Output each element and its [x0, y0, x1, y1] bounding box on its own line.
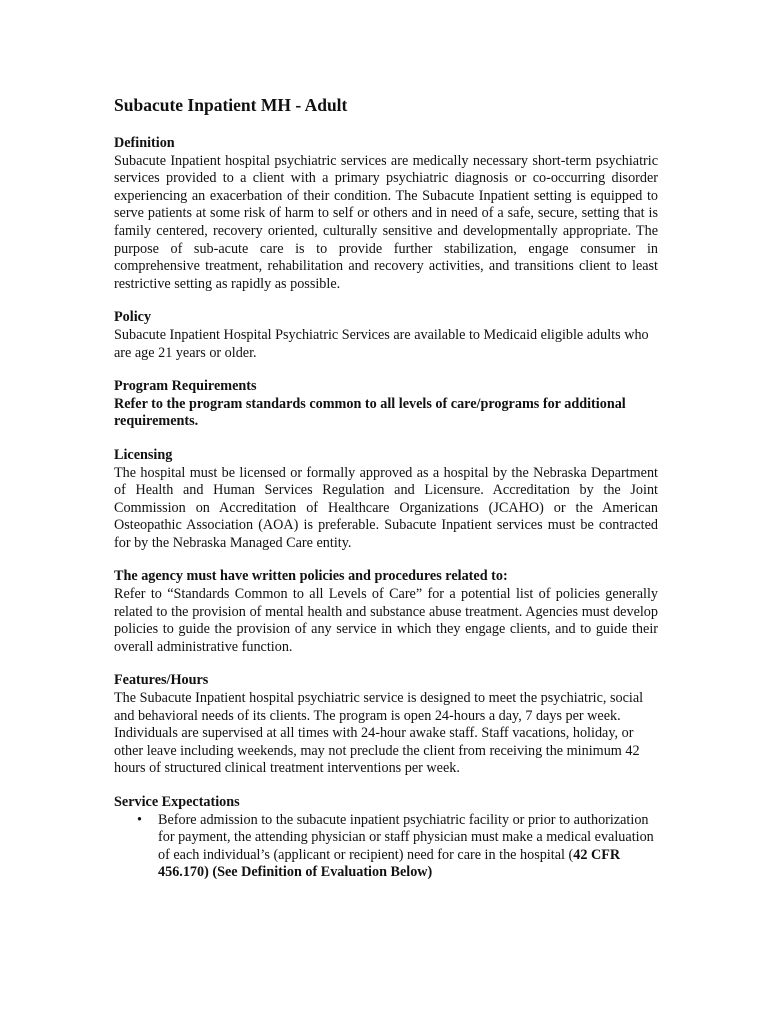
licensing-heading: Licensing	[114, 446, 173, 463]
document-title: Subacute Inpatient MH - Adult	[114, 95, 348, 115]
program-requirements-section	[114, 378, 658, 431]
agency-policies-heading: The agency must have written policies and procedures related to:	[114, 568, 508, 585]
bullet-icon: •	[137, 811, 142, 828]
program-requirements-text: Refer to the program standards common to all levels of care/programs for additional requirements.	[114, 395, 626, 430]
service-expectations-list	[114, 812, 658, 882]
list-item-text: Before admission to the subacute inpatient psychiatric facility or prior to authorization for payment, the attending physician or staff physician must make a medical evaluation of each individual’s (applicant or recipient) need for care in the hospital (	[158, 811, 654, 863]
definition-section	[114, 135, 658, 293]
policy-text: Subacute Inpatient Hospital Psychiatric Services are available to Medicaid eligible adults who are age 21 years or older.	[114, 326, 649, 361]
features-hours-text: The Subacute Inpatient hospital psychiatric service is designed to meet the psychiatric, social and behavioral needs of its clients. The program is open 24-hours a day, 7 days per week. Individuals are supervised at all times with 24-hour awake staff. Staff vacations, holiday, or other leave including weekends, may not preclude the client from receiving the minimum 42 hours of structured clinical treatment interventions per week.	[114, 690, 644, 777]
licensing-text: The hospital must be licensed or formally approved as a hospital by the Nebraska Department of Health and Human Services Regulation and Licensure. Accreditation by the Joint Commission on Accreditation of Healthcare Organizations (JCAHO) or the American Osteopathic Association (AOA) is preferable. Subacute Inpatient services must be contracted for by the Nebraska Managed Care entity.	[114, 464, 658, 551]
list-item-citation: 42 CFR 456.170) (See Definition of Evaluation Below)	[158, 846, 621, 881]
licensing-section	[114, 447, 658, 553]
list-item	[114, 812, 658, 882]
service-expectations-section	[114, 794, 658, 882]
definition-heading: Definition	[114, 135, 175, 151]
service-expectations-heading: Service Expectations	[114, 794, 240, 810]
program-requirements-heading: Program Requirements	[114, 378, 257, 395]
document-page	[114, 94, 658, 898]
features-hours-heading: Features/Hours	[114, 672, 209, 689]
agency-policies-text: Refer to “Standards Common to all Levels of Care” for a potential list of policies generally related to the provision of mental health and substance abuse treatment. Agencies must develop policies to guide the provision of any service in which they engage clients, and to guide their overall administrative function.	[114, 586, 658, 655]
agency-policies-section	[114, 568, 658, 656]
policy-heading: Policy	[114, 309, 152, 326]
definition-text: Subacute Inpatient hospital psychiatric services are medically necessary short-term psychiatric services provided to a client with a primary psychiatric diagnosis or co-occurring disorder experiencing an exacerbation of their condition. The Subacute Inpatient setting is equipped to serve patients at some risk of harm to self or others and in need of a safe, secure, setting that is family centered, recovery oriented, culturally sensitive and developmentally appropriate. The purpose of sub-acute care is to provide further stabilization, engage consumer in comprehensive treatment, rehabilitation and recovery activities, and transitions client to least restrictive setting as rapidly as possible.	[114, 152, 658, 292]
features-hours-section	[114, 672, 658, 778]
policy-section	[114, 309, 658, 362]
